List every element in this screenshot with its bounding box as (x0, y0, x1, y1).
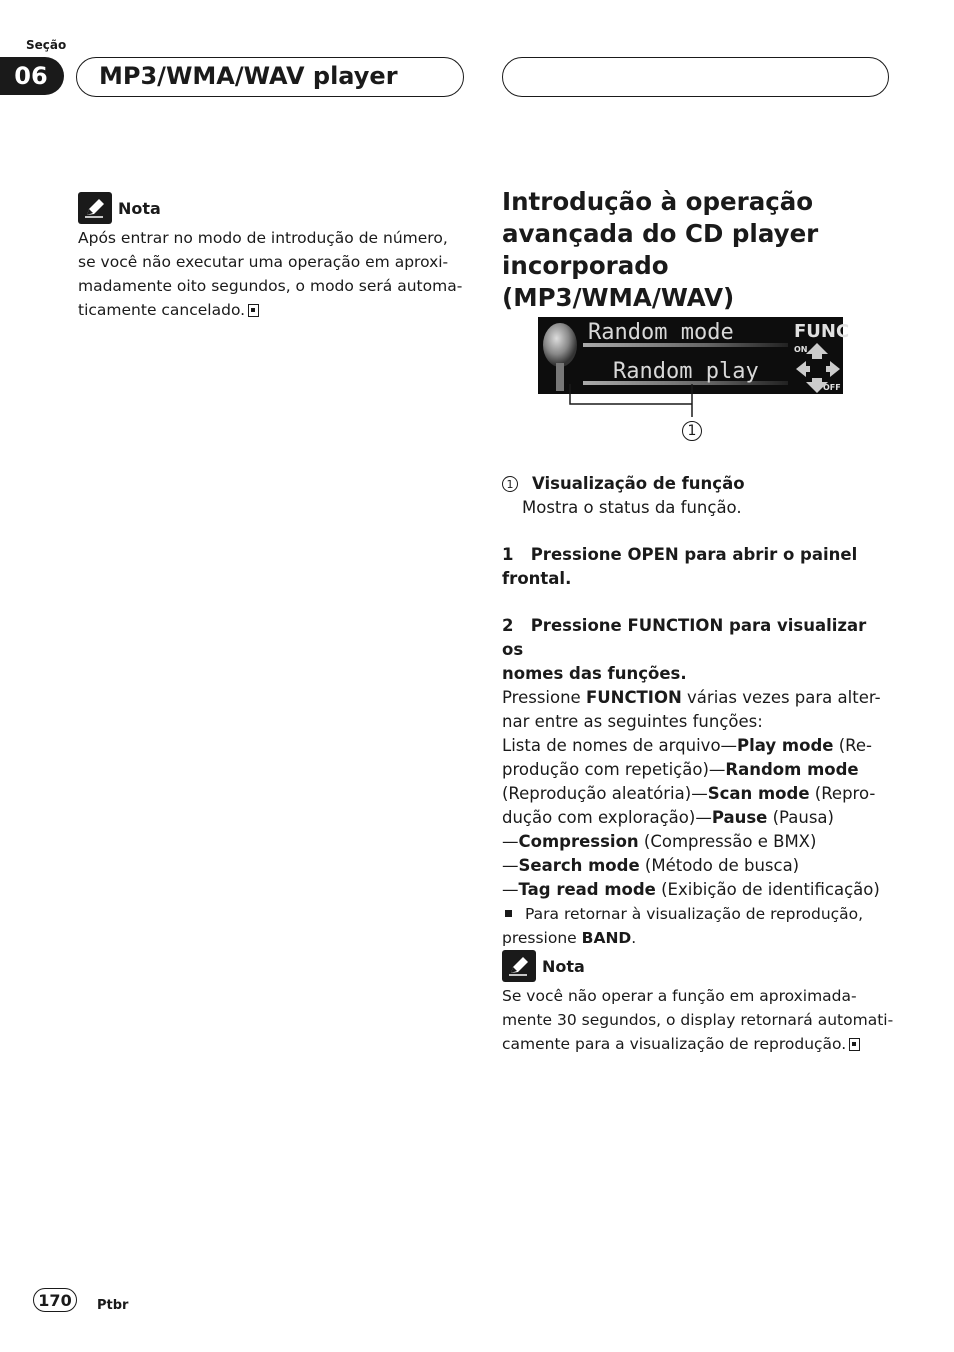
legend-description: Mostra o status da função. (522, 498, 742, 517)
display-line-2: Random play (613, 359, 759, 384)
left-note (78, 192, 468, 322)
note-text: Após entrar no modo de introdução de número, se você não executar uma operação em aproxi- madamente oito segundos, o modo será automa- ticamente cancelado. (78, 229, 463, 319)
end-mark-icon (849, 1038, 860, 1051)
pencil-note-icon (78, 192, 112, 224)
main-heading: Introdução à operação avançada do CD player incorporado (MP3/WMA/WAV) (502, 187, 819, 312)
callout-number: 1 (682, 421, 702, 441)
legend (502, 472, 892, 520)
bullet-square-icon (505, 910, 512, 917)
legend-number: 1 (502, 476, 518, 492)
display-figure (538, 317, 850, 394)
section-title: MP3/WMA/WAV player (76, 57, 464, 97)
language-label: Ptbr (97, 1298, 129, 1313)
step-2: 2 Pressione FUNCTION para visualizar os nomes das funções. Pressione FUNCTION várias vezes para alter- nar entre as seguintes funções: Lista de nomes de arquivo—Play mode (Re- produção com repetição)—Random mode (Reprodução aleatória)—Scan mode (Repro- dução com exploração)—Pause (Pausa) —Compression (Compressão e BMX) —Search mode (Método de busca) —Tag read mode (Exibição de identificação) Para retornar à visualização de reprodução, pressione BAND. (502, 616, 881, 947)
note-title: Nota (118, 198, 161, 218)
on-label: ON (794, 345, 808, 354)
note-title: Nota (542, 956, 585, 976)
section-title-empty-box (502, 57, 889, 97)
note-text: Se você não operar a função em aproximada- mente 30 segundos, o display retornará automati- camente para a visualização de reprodução. (502, 987, 894, 1053)
display-line-1: Random mode (588, 320, 734, 345)
end-mark-icon (248, 304, 259, 317)
right-note (502, 950, 902, 1056)
legend-title: Visualização de função (532, 474, 745, 493)
section-number-badge: 06 (0, 57, 64, 95)
off-label: OFF (823, 383, 841, 392)
page-number: 170 (33, 1288, 77, 1312)
step-1: 1 Pressione OPEN para abrir o painel frontal. (502, 545, 858, 588)
section-label: Seção (26, 38, 67, 52)
func-label: FUNC (794, 321, 850, 342)
callout-lines (560, 384, 700, 420)
pencil-note-icon (502, 950, 536, 982)
